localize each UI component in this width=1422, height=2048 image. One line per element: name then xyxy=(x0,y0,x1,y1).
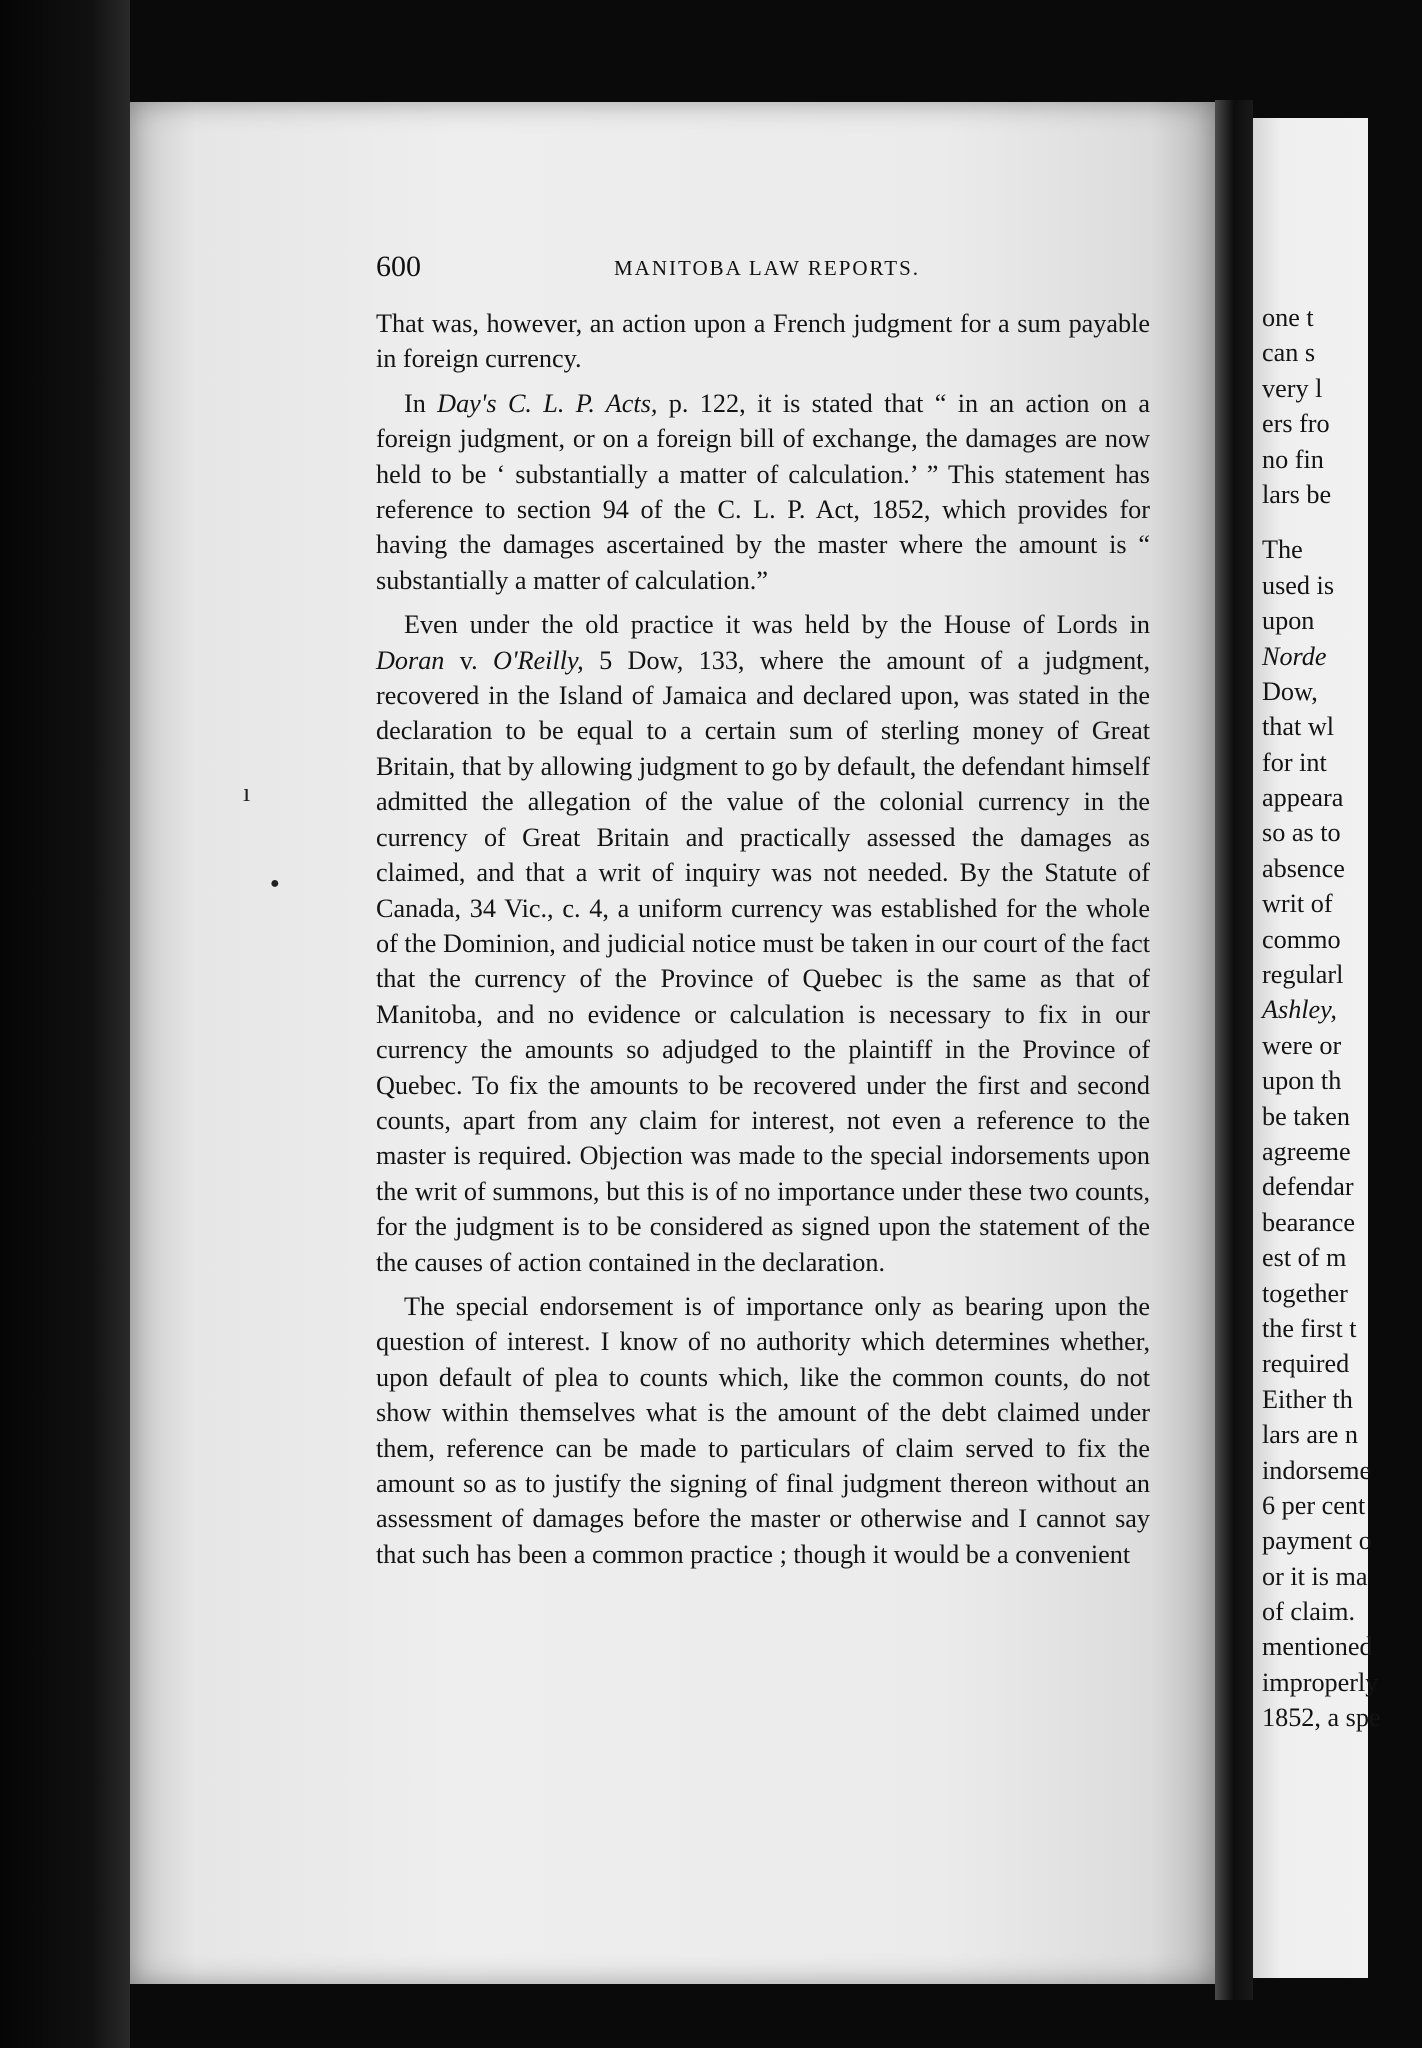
margin-mark: ı xyxy=(243,778,251,807)
fragment-line: can s xyxy=(1262,338,1316,368)
facing-page-text xyxy=(1262,300,1422,1736)
fragment-line: be taken xyxy=(1262,1101,1350,1131)
fragment-line: required xyxy=(1262,1349,1350,1379)
text-run: 5 Dow, 133, where the amount of a judgment, recovered in the Island of Jamaica and declared upon, was stated in the declaration to be equal to a certain sum of sterling money of Great Britain, that by allowing judgment to go by default, the defendant himself admitted the allegation of the value of the colonial currency in the currency of Great Britain and practically assessed the damages as claimed, and that a writ of inquiry was not needed. By the Statute of Canada, 34 Vic., c. 4, a uniform currency was established for the whole of the Dominion, and judicial notice must be taken in our court of the fact that the currency of the Province of Quebec is the same as that of Manitoba, and no evidence or calculation is necessary to fix in our currency the amounts so adjudged to the plaintiff in the Province of Quebec. To fix the amounts to be recovered under the first and second counts, apart from any claim for interest, not even a reference to the master is required. Objection was made to the special indorsements upon the writ of summons, but this is of no importance under these two counts, for the judgment is to be considered as signed upon the statement of the the causes of action contained in the declaration. xyxy=(376,645,1150,1277)
running-head xyxy=(376,250,1156,290)
fragment-line: mentioned xyxy=(1262,1632,1373,1662)
margin-dot: ● xyxy=(270,875,280,892)
fragment-line: 6 per cent xyxy=(1262,1490,1366,1520)
fragment-line: so as to xyxy=(1262,818,1341,848)
paragraph xyxy=(376,386,1150,598)
text-run: Even under the old practice it was held by the House of Lords in xyxy=(404,610,1150,640)
body-text xyxy=(376,306,1150,1581)
fragment-line: agreeme xyxy=(1262,1136,1351,1166)
fragment-line: for int xyxy=(1262,747,1327,777)
fragment-line: lars are n xyxy=(1262,1420,1358,1450)
fragment-line: upon th xyxy=(1262,1066,1342,1096)
fragment-line: lars be xyxy=(1262,479,1332,509)
fragment-line: est of m xyxy=(1262,1243,1347,1273)
fragment-line: one t xyxy=(1262,303,1314,332)
paragraph xyxy=(376,607,1150,1280)
fragment-line: regularl xyxy=(1262,960,1344,990)
fragment-line: writ of xyxy=(1262,889,1333,919)
fragment-line: improperly xyxy=(1262,1667,1379,1697)
fragment-line: absence xyxy=(1262,853,1345,883)
book-gutter xyxy=(1215,100,1253,2000)
citation-italic: Day's C. L. P. Acts, xyxy=(437,388,658,418)
fragment-line: ers fro xyxy=(1262,409,1330,439)
fragment-line: of claim. xyxy=(1262,1597,1356,1627)
text-run: The special endorsement is of importance only as bearing upon the question of interest. I know of no authority which determines whether, upon default of plea to counts which, like the common counts, do not show within themselves what is the amount of the debt claimed under them, reference can be made to particulars of claim served to fix the amount so as to justify the signing of final judgment thereon without an assessment of damages before the master or otherwise and I cannot say that such has been a common practice ; though it would be a convenient xyxy=(376,1291,1150,1569)
paragraph xyxy=(376,306,1150,377)
fragment-line: or it is ma xyxy=(1262,1561,1368,1591)
fragment-line: payment o xyxy=(1262,1526,1372,1556)
fragment-line: appeara xyxy=(1262,783,1344,813)
fragment-line: 1852, a spe xyxy=(1262,1703,1381,1733)
fragment-line: Either th xyxy=(1262,1384,1353,1414)
fragment-line: defendar xyxy=(1262,1172,1354,1202)
text-run: That was, however, an action upon a French judgment for a sum payable in foreign currency. xyxy=(376,309,1150,374)
paragraph xyxy=(376,1289,1150,1572)
scan-border-left xyxy=(0,0,130,2048)
text-run: p. 122, it is stated that “ in an action on a foreign judgment, or on a foreign bill of exchange, the damages are now held to be ‘ substantially a matter of calculation.’ ” This statement has reference to section 94 of the C. L. P. Act, 1852, which provides for having the damages ascertained by the master where the amount is “ substantially a matter of calculation.” xyxy=(376,388,1150,595)
text-run: v. xyxy=(444,645,494,675)
fragment-line: Ashley, xyxy=(1262,995,1337,1025)
fragment-line: together xyxy=(1262,1278,1348,1308)
fragment-line: bearance xyxy=(1262,1207,1356,1237)
fragment-line: Norde xyxy=(1262,641,1327,671)
fragment-line: very l xyxy=(1262,373,1323,403)
case-name-italic: Doran xyxy=(376,645,445,675)
text-run: In xyxy=(404,388,438,418)
fragment-line: The xyxy=(1262,535,1303,565)
fragment-line: commo xyxy=(1262,924,1341,954)
fragment-line: were or xyxy=(1262,1030,1342,1060)
case-name-italic: O'Reilly, xyxy=(493,645,584,675)
fragment-line: indorseme xyxy=(1262,1455,1372,1485)
page-number: 600 xyxy=(376,250,421,283)
running-title: MANITOBA LAW REPORTS. xyxy=(614,256,921,280)
fragment-line: no fin xyxy=(1262,444,1324,474)
fragment-line: used is xyxy=(1262,570,1335,600)
fragment-line: that wl xyxy=(1262,712,1335,742)
fragment-line: the first t xyxy=(1262,1313,1357,1343)
fragment-line: upon xyxy=(1262,606,1315,636)
fragment-line: Dow, xyxy=(1262,676,1318,706)
